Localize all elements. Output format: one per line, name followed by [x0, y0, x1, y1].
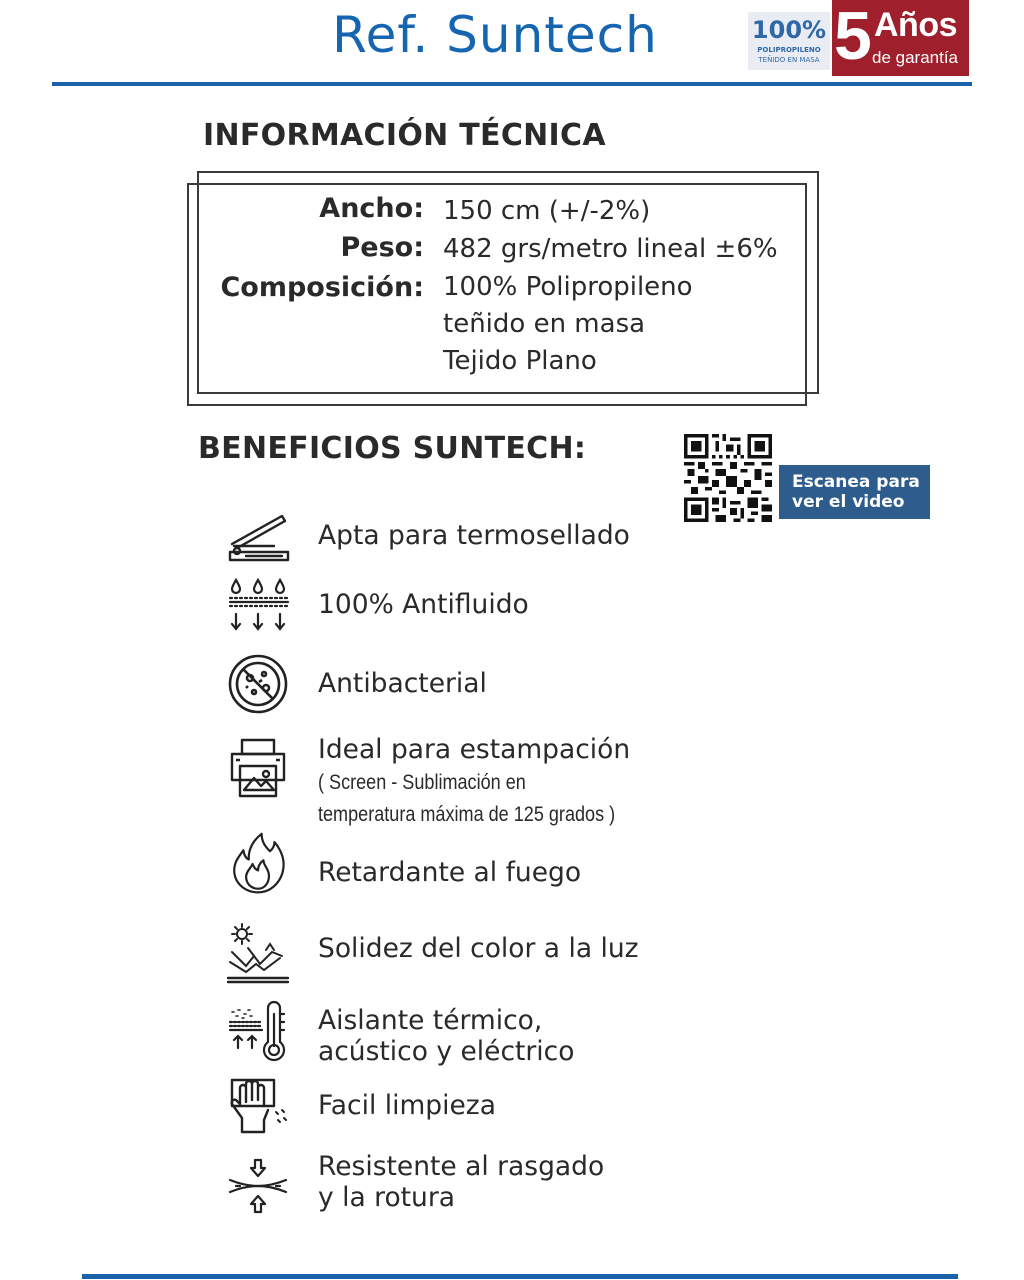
spec-label-width: Ancho:	[319, 193, 424, 224]
antibacterial-icon	[226, 652, 290, 716]
benefit-insulation-2: acústico y eléctrico	[318, 1036, 575, 1067]
benefit-easy-cleaning: Facil limpieza	[318, 1090, 496, 1121]
benefit-heat-seal: Apta para termosellado	[318, 520, 630, 551]
footer-divider	[82, 1274, 958, 1279]
warranty-badge	[832, 0, 969, 76]
scan-video-label[interactable]	[779, 465, 930, 519]
spec-label-weight: Peso:	[340, 232, 424, 263]
qr-code[interactable]	[684, 434, 772, 522]
benefit-printing-note-1: ( Screen - Sublimación en	[318, 771, 526, 794]
spec-label-composition: Composición:	[220, 272, 424, 303]
spec-value-width: 150 cm (+/-2%)	[443, 196, 651, 226]
benefit-printing-note-2: temperatura máxima de 125 grados )	[318, 803, 616, 826]
benefit-fire-retardant: Retardante al fuego	[318, 857, 582, 888]
tear-resistance-icon	[226, 1154, 290, 1218]
antifluid-drops-icon	[226, 574, 290, 638]
benefit-tear-resistance-2: y la rotura	[318, 1182, 455, 1213]
polypropylene-badge	[748, 12, 830, 70]
flame-icon	[226, 832, 290, 896]
hand-cleaning-icon	[226, 1074, 290, 1138]
warranty-years-number: 5	[834, 0, 872, 74]
heat-seal-icon	[226, 508, 290, 572]
scan-label-line1: Escanea para	[792, 472, 920, 492]
benefits-heading: BENEFICIOS SUNTECH:	[198, 431, 587, 466]
benefit-printing: Ideal para estampación	[318, 734, 631, 765]
warranty-years-word: Años	[874, 6, 957, 44]
header-divider	[52, 82, 972, 86]
scan-label-line2: ver el video	[792, 492, 905, 512]
thermometer-insulation-icon	[226, 1000, 290, 1064]
benefit-insulation-1: Aislante térmico,	[318, 1005, 543, 1036]
spec-value-composition-2: teñido en masa	[443, 309, 646, 339]
technical-info-heading: INFORMACIÓN TÉCNICA	[203, 118, 606, 153]
benefit-antibacterial: Antibacterial	[318, 668, 487, 699]
benefit-antifluid: 100% Antifluido	[318, 589, 529, 620]
spec-value-composition-3: Tejido Plano	[443, 346, 597, 376]
benefit-color-fastness: Solidez del color a la luz	[318, 933, 639, 964]
sun-fabric-icon	[226, 922, 290, 986]
benefit-tear-resistance-1: Resistente al rasgado	[318, 1151, 605, 1182]
page-title: Ref. Suntech	[332, 6, 658, 64]
warranty-subtitle: de garantía	[872, 48, 959, 67]
printer-icon	[226, 736, 290, 800]
badge-percent-line1: POLIPROPILENO	[757, 46, 821, 54]
spec-value-weight: 482 grs/metro lineal ±6%	[443, 234, 778, 264]
badge-percent: 100%	[751, 16, 827, 44]
badge-percent-line2: TEÑIDO EN MASA	[758, 56, 820, 64]
spec-value-composition-1: 100% Polipropileno	[443, 272, 693, 302]
